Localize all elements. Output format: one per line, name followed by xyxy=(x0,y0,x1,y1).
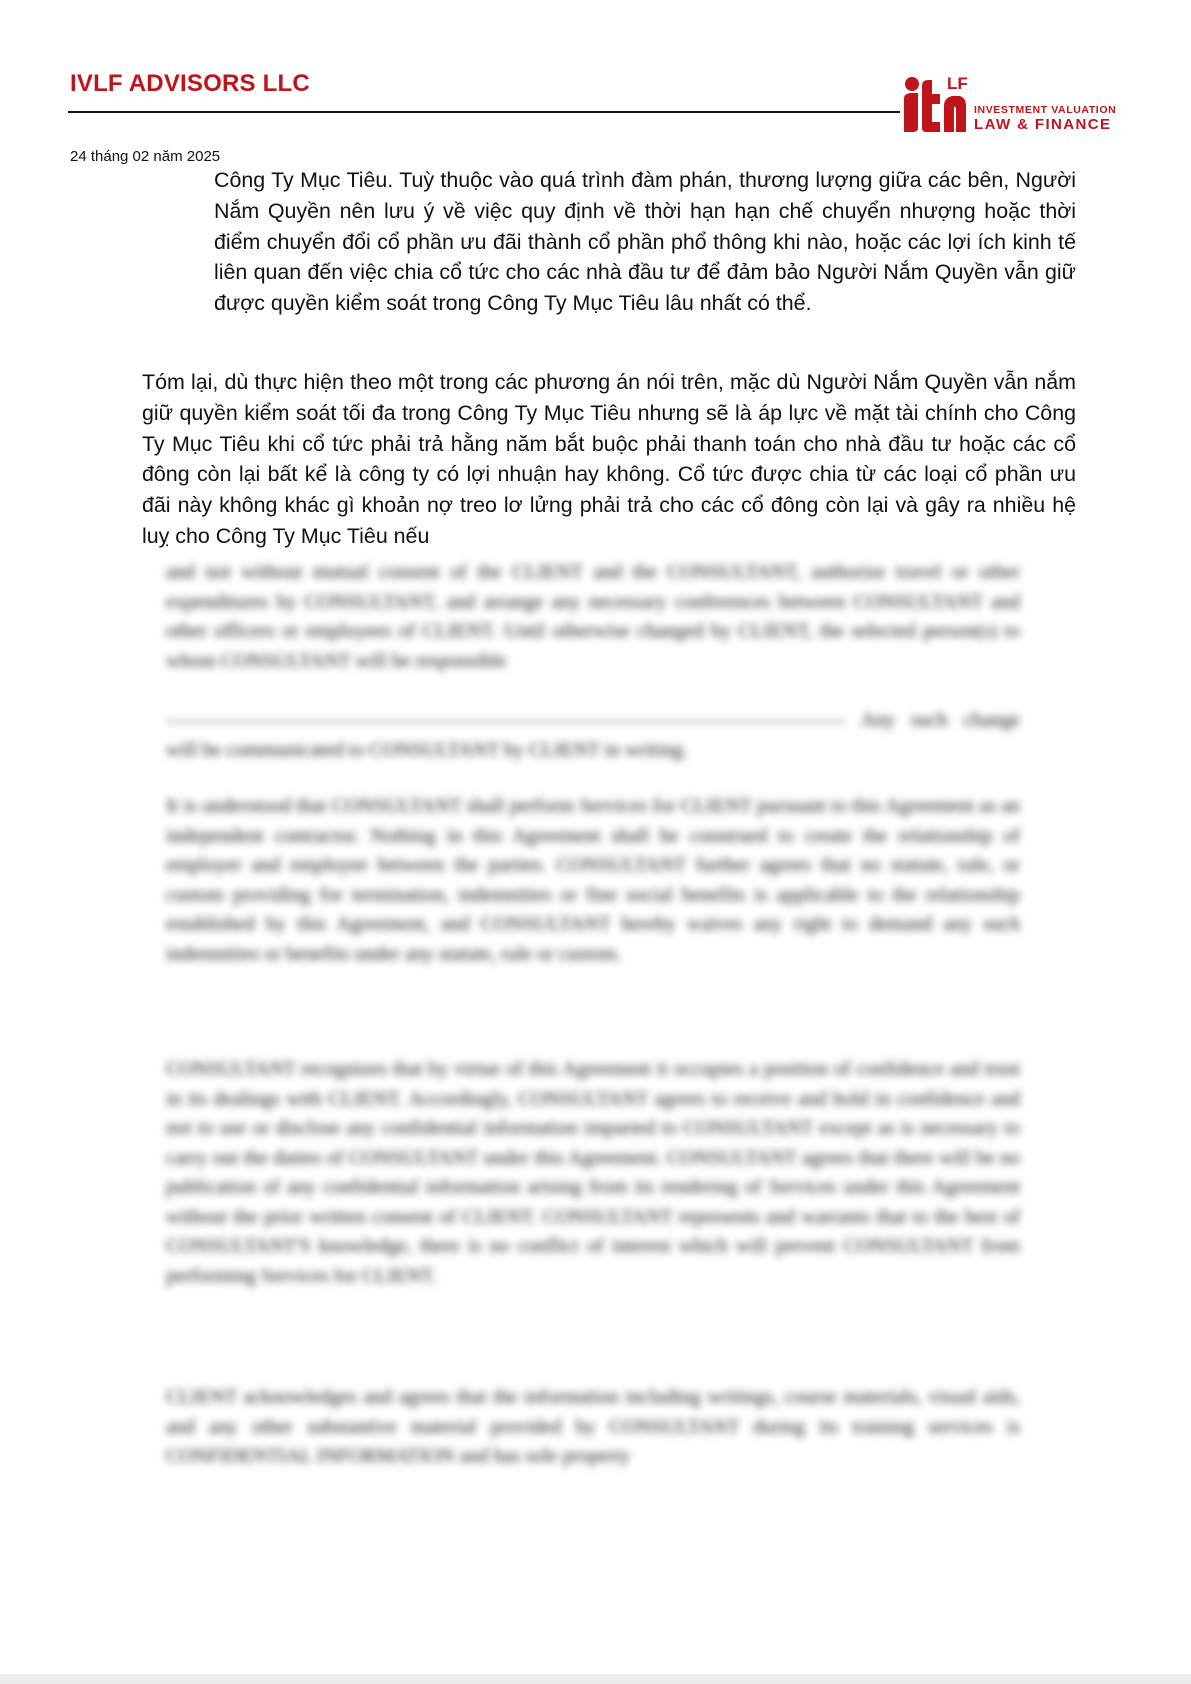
blurred-paragraph: and not without mutual consent of the CLIENT and the CONSULTANT, authorize travel or other expenditures by CONSULTANT, and arrange any necessary conferences between CONSULTANT and other officers or employees of CLIENT. Until otherwise changed by CLIENT, the selected person(s) to whom CONSULTANT will be responsible xyxy=(166,561,1020,672)
header-divider xyxy=(68,111,900,113)
body-paragraph: Tóm lại, dù thực hiện theo một trong các phương án nói trên, mặc dù Người Nắm Quyền vẫn nắm giữ quyền kiểm soát tối đa trong Công Ty Mục Tiêu nhưng sẽ là áp lực về mặt tài chính cho Công Ty Mục Tiêu khi cổ tức phải trả hằng năm bắt buộc phải thanh toán cho nhà đầu tư hoặc các cổ đông còn lại bất kể là công ty có lợi nhuận hay không. Cổ tức được chia từ các loại cổ phần ưu đãi này không khác gì khoản nợ treo lơ lửng phải trả cho các cổ đông còn lại và gây ra nhiều hệ luỵ cho Công Ty Mục Tiêu nếu xyxy=(142,370,1076,548)
blurred-paragraph: CLIENT acknowledges and agrees that the information including writings, course materials, visual aids, and any other substantive material provided by CONSULTANT during its training services is CONFIDENTIAL INFORMATION and has sole property xyxy=(166,1386,1020,1467)
logo-lettering: LF xyxy=(947,74,968,93)
company-logo xyxy=(902,76,1132,136)
page-bottom-edge xyxy=(0,1674,1191,1684)
body-paragraph: Công Ty Mục Tiêu. Tuỳ thuộc vào quá trình đàm phán, thương lượng giữa các bên, Người Nắm Quyền nên lưu ý về việc quy định về thời hạn hạn chế chuyển nhượng hoặc thời điểm chuyển đổi cổ phần ưu đãi thành cổ phần phổ thông khi nào, hoặc các lợi ích kinh tế liên quan đến việc chia cổ tức cho các nhà đầu tư để đảm bảo Người Nắm Quyền vẫn giữ được quyền kiểm soát trong Công Ty Mục Tiêu lâu nhất có thể. xyxy=(214,168,1076,316)
firm-name: IVLF ADVISORS LLC xyxy=(70,70,310,97)
blurred-paragraph: CONSULTANT recognizes that by virtue of this Agreement it occupies a position of confidence and trust in its dealings with CLIENT. Accordingly, CONSULTANT agrees to receive and hold in confidence and not to use or disclose any confidential information imparted to CONSULTANT except as is necessary to carry out the duties of CONSULTANT under this Agreement. CONSULTANT agrees that there will be no publication of any confidential information arising from its rendering of Services under this Agreement without the prior written consent of CLIENT. CONSULTANT represents and warrants that to the best of CONSULTANT'S knowledge, there is no conflict of interest which will prevent CONSULTANT from performing Services for CLIENT. xyxy=(166,1058,1020,1287)
logo-tagline-1: INVESTMENT VALUATION xyxy=(974,104,1117,116)
blurred-content-area xyxy=(166,558,1020,1478)
blurred-paragraph: It is understood that CONSULTANT shall perform Services for CLIENT pursuant to this Agreement as an independent contractor. Nothing in this Agreement shall be construed to create the relationship of employer and employee between the parties. CONSULTANT further agrees that no statute, rule, or custom providing for termination, indemnities or fine social benefits is applicable to the relationship established by this Agreement, and CONSULTANT hereby waives any right to demand any such indemnities or benefits under any statute, rule or custom. xyxy=(166,795,1020,965)
blurred-signature-line xyxy=(166,706,1020,765)
blank-line xyxy=(166,720,846,722)
document-date: 24 tháng 02 năm 2025 xyxy=(70,148,221,165)
logo-tagline-2: LAW & FINANCE xyxy=(974,116,1112,133)
blurred-tail-text: Any such change will be communicated to CONSULTANT by CLIENT in writing. xyxy=(166,709,1020,761)
